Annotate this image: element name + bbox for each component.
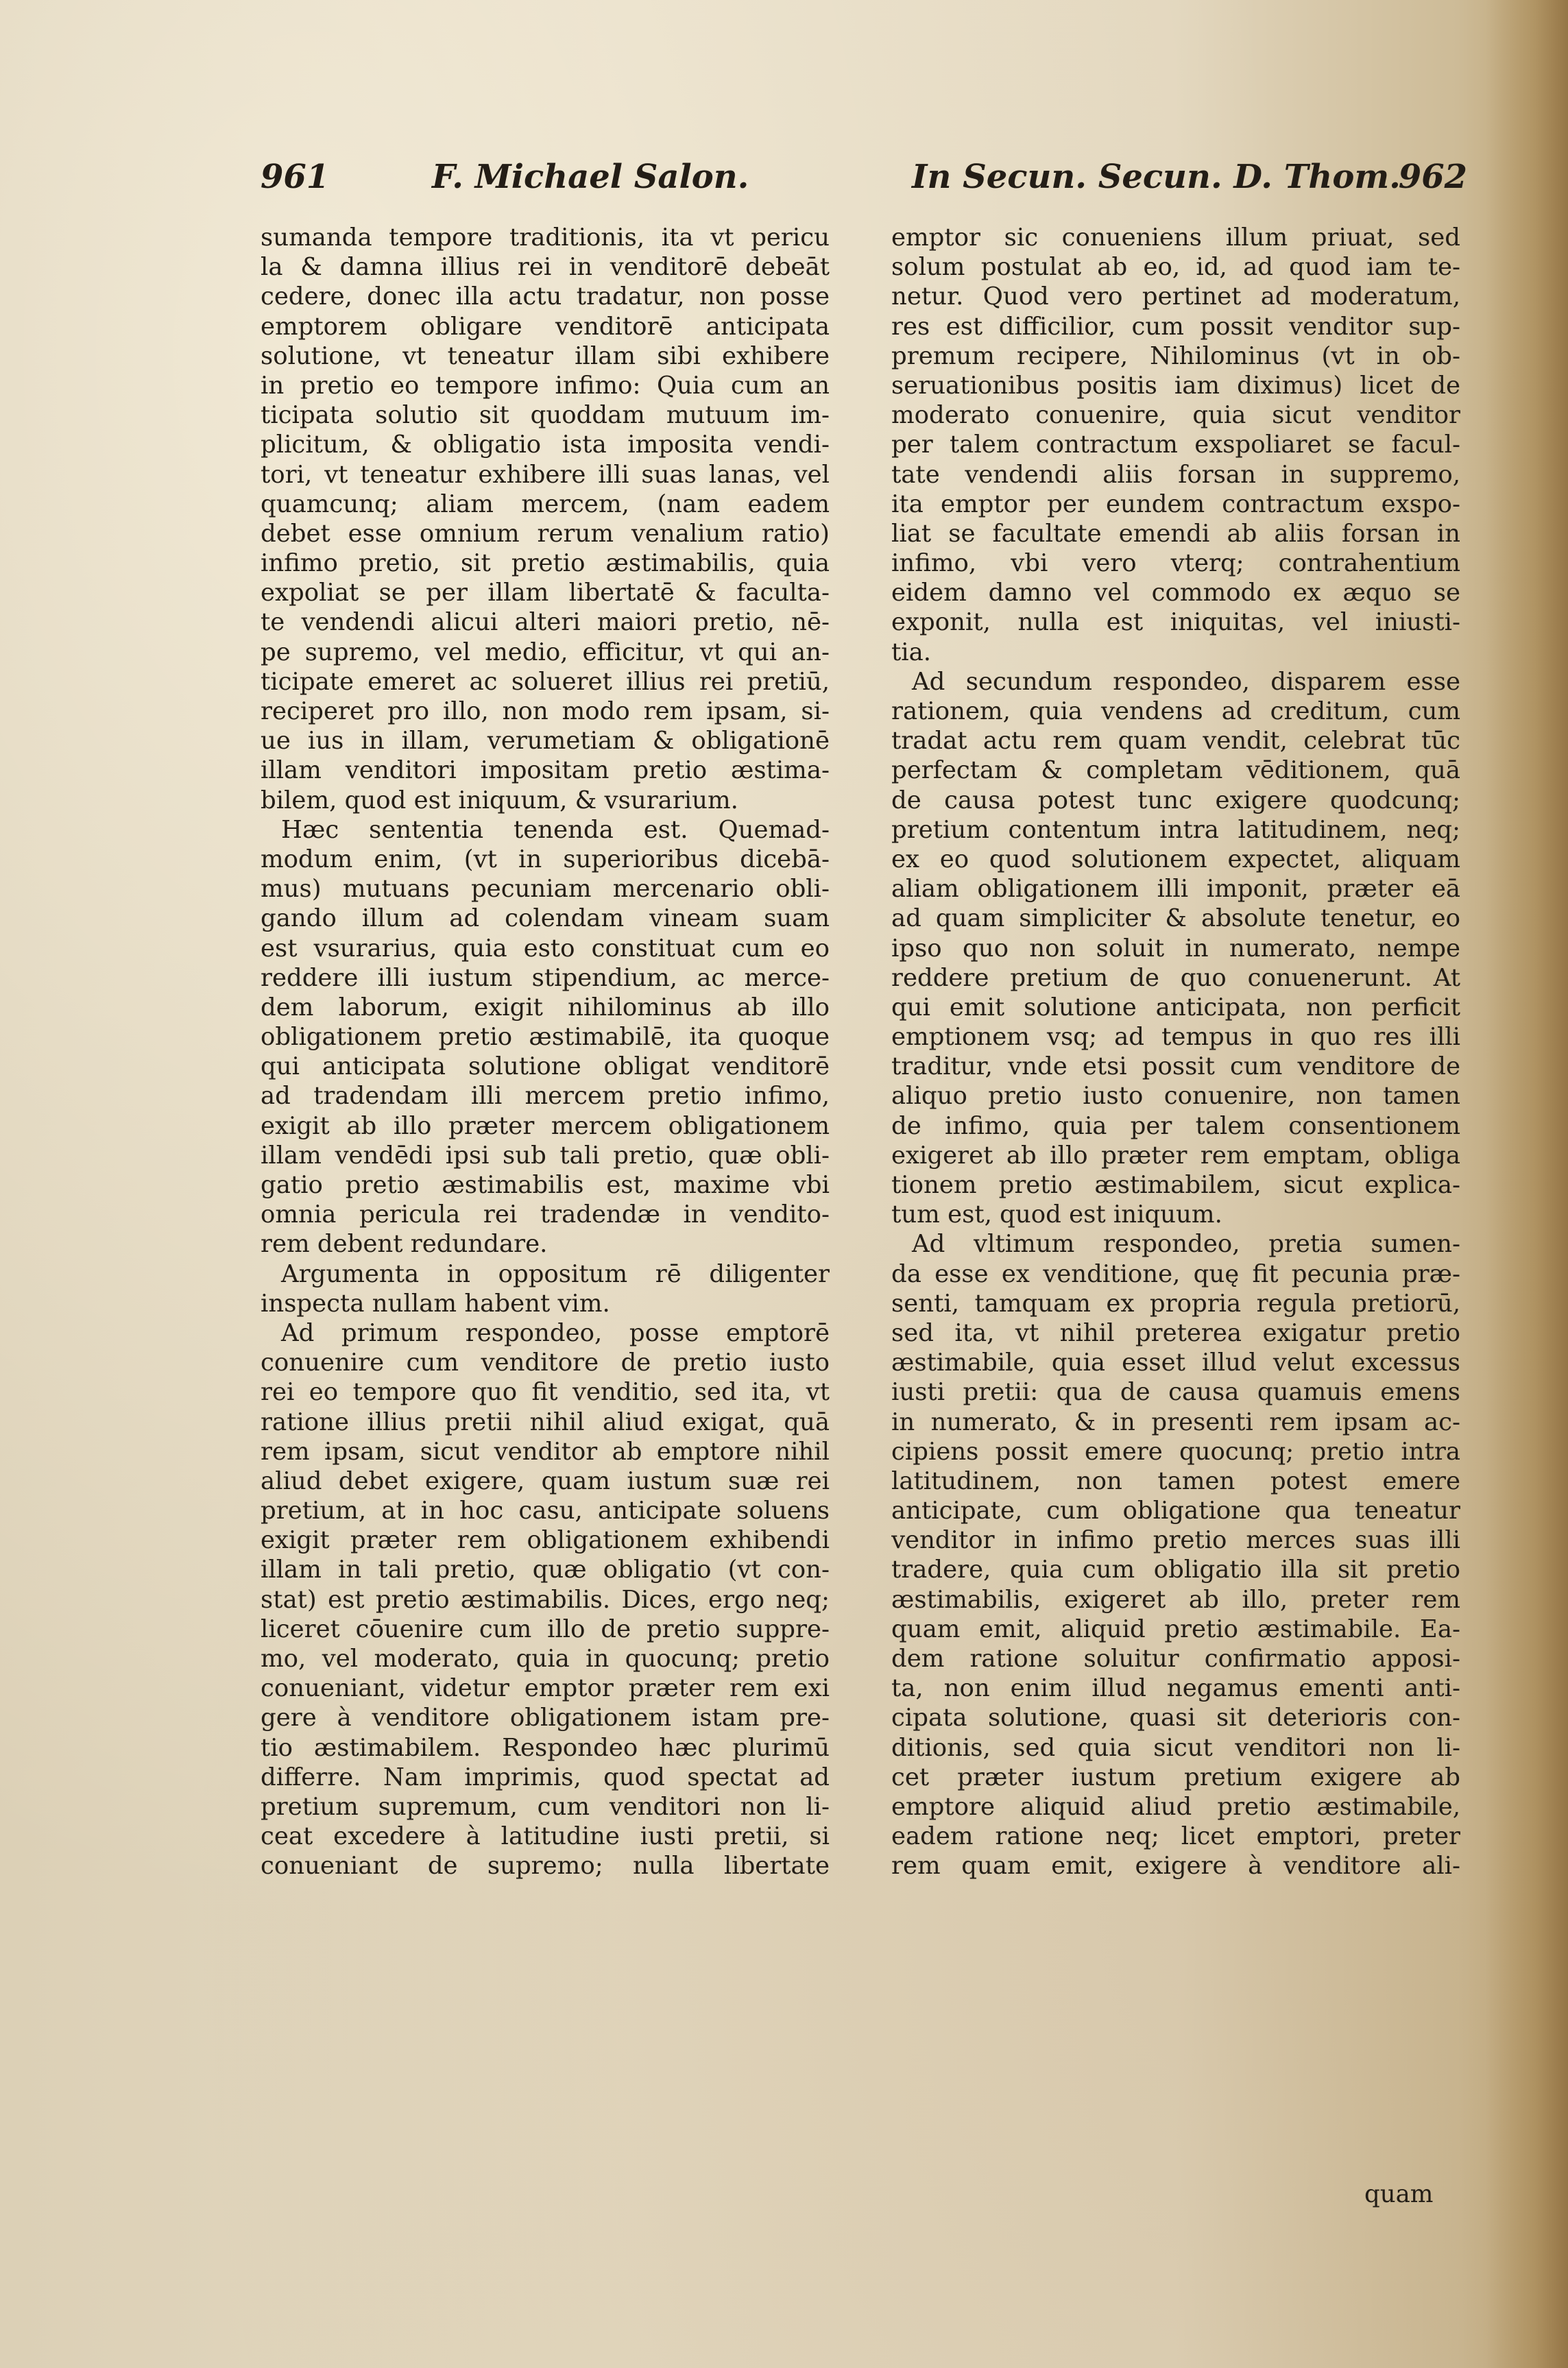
text-line: ceat excedere à latitudine iusti pretii, si — [261, 1822, 830, 1851]
text-line: aliquo pretio iusto conuenire, non tamen — [891, 1082, 1460, 1111]
text-line: conueniant de supremo; nulla libertate — [261, 1852, 830, 1881]
text-line: sed ita, vt nihil preterea exigatur pretio — [891, 1318, 1460, 1347]
text-line: gatio pretio æstimabilis est, maxime vbi — [261, 1171, 830, 1199]
text-line: exigit ab illo præter mercem obligationem — [261, 1111, 830, 1140]
text-line: Ad secundum respondeo, disparem esse — [912, 667, 1460, 696]
text-line: ditionis, sed quia sicut venditori non li- — [891, 1733, 1460, 1762]
text-line: anticipate, cum obligatione qua teneatur — [891, 1497, 1460, 1525]
text-line: emptore aliquid aliud pretio æstimabile, — [891, 1792, 1460, 1821]
text-line: eidem damno vel commodo ex æquo se — [891, 579, 1460, 607]
text-line: ue ius in illam, verumetiam & obligationē — [261, 727, 830, 756]
text-line: iusti pretii: qua de causa quamuis emens — [891, 1378, 1460, 1407]
text-line: tionem pretio æstimabilem, sicut explica- — [891, 1171, 1460, 1199]
text-line: tum est, quod est iniquum. — [891, 1200, 1222, 1229]
text-line: rem debent redundare. — [261, 1230, 548, 1259]
text-line: conuenire cum venditore de pretio iusto — [261, 1349, 830, 1377]
text-line: moderato conuenire, quia sicut venditor — [891, 401, 1460, 430]
text-line: exigit præter rem obligationem exhibendi — [261, 1526, 830, 1555]
text-line: tio æstimabilem. Respondeo hæc plurimū — [261, 1733, 830, 1762]
text-line: venditor in infimo pretio merces suas illi — [891, 1526, 1460, 1555]
text-line: aliud debet exigere, quam iustum suæ rei — [261, 1466, 830, 1495]
running-head-work: In Secun. Secun. D. Thom. — [912, 158, 1401, 196]
text-line: pretium, at in hoc casu, anticipate soluens — [261, 1497, 830, 1525]
running-head-author: F. Michael Salon. — [432, 158, 749, 196]
text-line: stat) est pretio æstimabilis. Dices, ergo neq; — [261, 1585, 830, 1614]
text-line: rei eo tempore quo fit venditio, sed ita, vt — [261, 1378, 830, 1407]
text-line: dem laborum, exigit nihilominus ab illo — [261, 993, 830, 1022]
text-line: rem quam emit, exigere à venditore ali- — [891, 1852, 1460, 1881]
catchword: quam — [1364, 2180, 1434, 2208]
right-text-column — [891, 223, 1460, 1881]
text-line: Argumenta in oppositum rē diligenter — [281, 1259, 830, 1288]
text-line: rationem, quia vendens ad creditum, cum — [891, 697, 1460, 725]
text-line: dem ratione soluitur confirmatio apposi- — [891, 1645, 1460, 1673]
text-line: ta, non enim illud negamus ementi anti- — [891, 1674, 1460, 1703]
text-line: illam in tali pretio, quæ obligatio (vt con- — [261, 1556, 830, 1584]
text-line: exigeret ab illo præter rem emptam, obliga — [891, 1141, 1460, 1170]
text-line: tradat actu rem quam vendit, celebrat tūc — [891, 727, 1460, 756]
text-line: modum enim, (vt in superioribus dicebā- — [261, 845, 830, 873]
text-line: cipata solutione, quasi sit deterioris con- — [891, 1704, 1460, 1732]
text-line: cipiens possit emere quocunq; pretio intra — [891, 1437, 1460, 1466]
text-line: æstimabile, quia esset illud velut excessus — [891, 1349, 1460, 1377]
text-line: bilem, quod est iniquum, & vsurarium. — [261, 786, 738, 814]
text-line: emptor sic conueniens illum priuat, sed — [891, 223, 1460, 252]
text-line: pe supremo, vel medio, efficitur, vt qui an- — [261, 638, 830, 666]
text-line: Ad vltimum respondeo, pretia sumen- — [912, 1230, 1460, 1259]
text-line: conueniant, videtur emptor præter rem exi — [261, 1674, 830, 1703]
text-line: inspecta nullam habent vim. — [261, 1289, 610, 1318]
text-line: eadem ratione neq; licet emptori, preter — [891, 1822, 1460, 1851]
page-number-left: 961 — [261, 158, 330, 196]
page-number-right: 962 — [1398, 158, 1467, 196]
text-line: ipso quo non soluit in numerato, nempe — [891, 934, 1460, 963]
page-edge-stain — [1486, 0, 1568, 2368]
text-line: in numerato, & in presenti rem ipsam ac- — [891, 1407, 1460, 1436]
text-line: reddere pretium de quo conuenerunt. At — [891, 963, 1460, 992]
text-line: mus) mutuans pecuniam mercenario obli- — [261, 875, 830, 904]
text-line: ita emptor per eundem contractum exspo- — [891, 490, 1460, 518]
text-line: plicitum, & obligatio ista imposita vendi- — [261, 431, 830, 459]
text-line: ticipata solutio sit quoddam mutuum im- — [261, 401, 830, 430]
text-line: Ad primum respondeo, posse emptorē — [281, 1318, 830, 1347]
text-line: quamcunq; aliam mercem, (nam eadem — [261, 490, 830, 518]
text-line: la & damna illius rei in venditorē debeāt — [261, 253, 830, 282]
text-line: qui anticipata solutione obligat venditorē — [261, 1052, 830, 1081]
text-line: illam vendēdi ipsi sub tali pretio, quæ obli- — [261, 1141, 830, 1170]
text-line: pretium supremum, cum venditori non li- — [261, 1792, 830, 1821]
text-line: sumanda tempore traditionis, ita vt pericu — [261, 223, 830, 252]
text-line: tori, vt teneatur exhibere illi suas lanas, vel — [261, 460, 830, 489]
text-line: solum postulat ab eo, id, ad quod iam te- — [891, 253, 1460, 282]
text-line: in pretio eo tempore infimo: Quia cum an — [261, 371, 830, 400]
text-line: per talem contractum exspoliaret se facul- — [891, 431, 1460, 459]
text-line: reddere illi iustum stipendium, ac merce- — [261, 963, 830, 992]
text-line: qui emit solutione anticipata, non perficit — [891, 993, 1460, 1022]
text-line: mo, vel moderato, quia in quocunq; pretio — [261, 1645, 830, 1673]
text-line: gando illum ad colendam vineam suam — [261, 904, 830, 933]
left-text-column — [261, 223, 830, 1881]
text-line: ad quam simpliciter & absolute tenetur, eo — [891, 904, 1460, 933]
text-line: liceret cōuenire cum illo de pretio suppre- — [261, 1615, 830, 1643]
page-header — [261, 158, 1467, 219]
text-line: emptorem obligare venditorē anticipata — [261, 312, 830, 341]
text-line: aliam obligationem illi imponit, præter eā — [891, 875, 1460, 904]
text-line: differre. Nam imprimis, quod spectat ad — [261, 1763, 830, 1791]
text-line: traditur, vnde etsi possit cum venditore de — [891, 1052, 1460, 1081]
text-line: quam emit, aliquid pretio æstimabile. Ea- — [891, 1615, 1460, 1643]
text-line: de infimo, quia per talem consentionem — [891, 1111, 1460, 1140]
text-line: omnia pericula rei tradendæ in vendito- — [261, 1200, 830, 1229]
text-line: tradere, quia cum obligatio illa sit pretio — [891, 1556, 1460, 1584]
text-line: tia. — [891, 638, 932, 666]
text-line: tate vendendi aliis forsan in suppremo, — [891, 460, 1460, 489]
text-line: illam venditori impositam pretio æstima- — [261, 756, 830, 785]
text-line: rem ipsam, sicut venditor ab emptore nihil — [261, 1437, 830, 1466]
text-line: liat se facultate emendi ab aliis forsan in — [891, 519, 1460, 548]
text-line: de causa potest tunc exigere quodcunq; — [891, 786, 1460, 814]
text-line: reciperet pro illo, non modo rem ipsam, si- — [261, 697, 830, 725]
text-line: Hæc sententia tenenda est. Quemad- — [281, 815, 830, 844]
text-line: infimo, vbi vero vterq; contrahentium — [891, 549, 1460, 578]
text-line: seruationibus positis iam diximus) licet de — [891, 371, 1460, 400]
text-line: ticipate emeret ac solueret illius rei pretiū, — [261, 667, 830, 696]
text-line: cedere, donec illa actu tradatur, non posse — [261, 282, 830, 311]
text-line: latitudinem, non tamen potest emere — [891, 1466, 1460, 1495]
text-line: premum recipere, Nihilominus (vt in ob- — [891, 341, 1460, 370]
text-line: senti, tamquam ex propria regula pretiorū, — [891, 1289, 1460, 1318]
text-line: netur. Quod vero pertinet ad moderatum, — [891, 282, 1460, 311]
text-line: ex eo quod solutionem expectet, aliquam — [891, 845, 1460, 873]
text-line: perfectam & completam vēditionem, quā — [891, 756, 1460, 785]
text-line: ad tradendam illi mercem pretio infimo, — [261, 1082, 830, 1111]
text-line: pretium contentum intra latitudinem, neq; — [891, 815, 1460, 844]
text-line: debet esse omnium rerum venalium ratio) — [261, 519, 830, 548]
text-line: ratione illius pretii nihil aliud exigat, quā — [261, 1407, 830, 1436]
text-line: res est difficilior, cum possit venditor sup- — [891, 312, 1460, 341]
text-line: te vendendi alicui alteri maiori pretio, nē- — [261, 608, 830, 637]
text-line: exponit, nulla est iniquitas, vel iniusti- — [891, 608, 1460, 637]
text-line: solutione, vt teneatur illam sibi exhibere — [261, 341, 830, 370]
text-line: da esse ex venditione, quę fit pecunia præ- — [891, 1259, 1460, 1288]
text-line: obligationem pretio æstimabilē, ita quoque — [261, 1023, 830, 1052]
text-line: gere à venditore obligationem istam pre- — [261, 1704, 830, 1732]
text-line: æstimabilis, exigeret ab illo, preter rem — [891, 1585, 1460, 1614]
text-line: est vsurarius, quia esto constituat cum eo — [261, 934, 830, 963]
text-line: cet præter iustum pretium exigere ab — [891, 1763, 1460, 1791]
text-line: infimo pretio, sit pretio æstimabilis, quia — [261, 549, 830, 578]
text-line: expoliat se per illam libertatē & faculta- — [261, 579, 830, 607]
text-line: emptionem vsq; ad tempus in quo res illi — [891, 1023, 1460, 1052]
